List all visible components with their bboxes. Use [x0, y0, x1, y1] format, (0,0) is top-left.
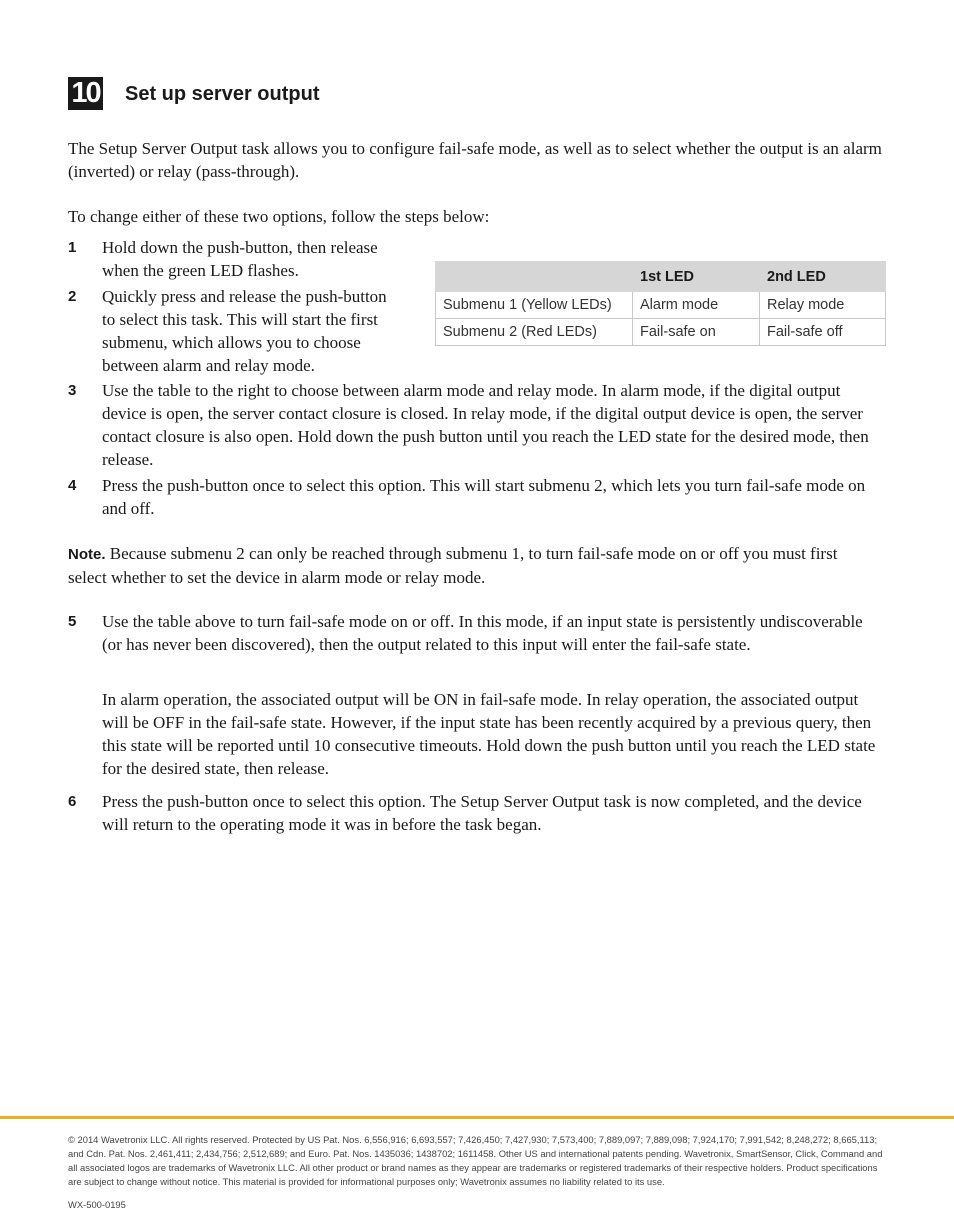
table-cell: Fail-safe on — [633, 319, 760, 346]
step-6-number: 6 — [68, 793, 77, 810]
table-row — [436, 292, 886, 319]
table-cell: Fail-safe off — [760, 319, 886, 346]
step-5-number: 5 — [68, 613, 77, 630]
table-cell: Submenu 1 (Yellow LEDs) — [436, 292, 633, 319]
document-number: WX-500-0195 — [68, 1199, 126, 1210]
note-paragraph — [68, 542, 858, 589]
step-number-badge: 10 — [68, 77, 103, 110]
intro-paragraph: The Setup Server Output task allows you to configure fail-safe mode, as well as to select whether the output is an alarm (inverted) or relay (pass-through). — [68, 139, 882, 181]
note-text: Because submenu 2 can only be reached through submenu 1, to turn fail-safe mode on or off you must first select whether to set the device in alarm mode or relay mode. — [68, 544, 838, 587]
step-3-number: 3 — [68, 382, 77, 399]
page-title: Set up server output — [125, 83, 320, 105]
instructions-lead: To change either of these two options, follow the steps below: — [68, 207, 490, 226]
table-cell: Submenu 2 (Red LEDs) — [436, 319, 633, 346]
table-header-cell: 1st LED — [633, 262, 760, 292]
step-5-text: Use the table above to turn fail-safe mode on or off. In this mode, if an input state is persistently undiscoverable (or has never been discovered), then the output related to this input will enter the fail-safe state. — [102, 612, 863, 654]
footer-legal-text: © 2014 Wavetronix LLC. All rights reserved. Protected by US Pat. Nos. 6,556,916; 6,693,557; 7,426,450; 7,427,930; 7,573,400; 7,889,097; 7,889,098; 7,924,170; 7,991,542; 8,248,272; 8,665,113; and Cdn. Pat. Nos. 2,461,411; 2,434,756; 2,512,689; and Euro. Pat. Nos. 1435036; 1438702; 1611458. Other US and international patents pending. Wavetronix, SmartSensor, Click, Command and all associated logos are trademarks of Wavetronix LLC. All other product or brand names as they appear are trademarks or registered trademarks of their respective holders. Product specifications are subject to change without notice. This material is provided for informational purposes only; Wavetronix assumes no liability related to its use. — [68, 1134, 883, 1187]
table-header-cell — [436, 262, 633, 292]
step-3-text: Use the table to the right to choose between alarm mode and relay mode. In alarm mode, if the digital output device is open, the server contact closure is closed. In relay mode, if the digital output device is open, the server contact closure is also open. Hold down the push button until you reach the LED state for the desired mode, then release. — [102, 381, 869, 469]
step-2-text: Quickly press and release the push-button to select this task. This will start the first submenu, which allows you to choose between alarm and relay mode. — [102, 287, 387, 375]
table-header-cell: 2nd LED — [760, 262, 886, 292]
table-header-row — [436, 262, 886, 292]
note-label: Note. — [68, 546, 106, 563]
table-cell: Alarm mode — [633, 292, 760, 319]
step-5-text-continued: In alarm operation, the associated output will be ON in fail-safe mode. In relay operation, the associated output will be OFF in the fail-safe state. However, if the input state has been recently acquired by a previous query, then this state will be reported until 10 consecutive timeouts. Hold down the push button until you reach the LED state for the desired state, then release. — [102, 690, 876, 778]
step-6-text: Press the push-button once to select this option. The Setup Server Output task is now completed, and the device will return to the operating mode it was in before the task began. — [102, 792, 862, 834]
led-state-table — [435, 261, 886, 346]
table-row — [436, 319, 886, 346]
table-cell: Relay mode — [760, 292, 886, 319]
step-4-number: 4 — [68, 477, 77, 494]
step-1-number: 1 — [68, 239, 77, 256]
step-1-text: Hold down the push-button, then release when the green LED flashes. — [102, 238, 378, 280]
footer-divider — [0, 1116, 954, 1119]
step-4-text: Press the push-button once to select this option. This will start submenu 2, which lets you turn fail-safe mode on and off. — [102, 476, 866, 518]
step-2-number: 2 — [68, 288, 77, 305]
